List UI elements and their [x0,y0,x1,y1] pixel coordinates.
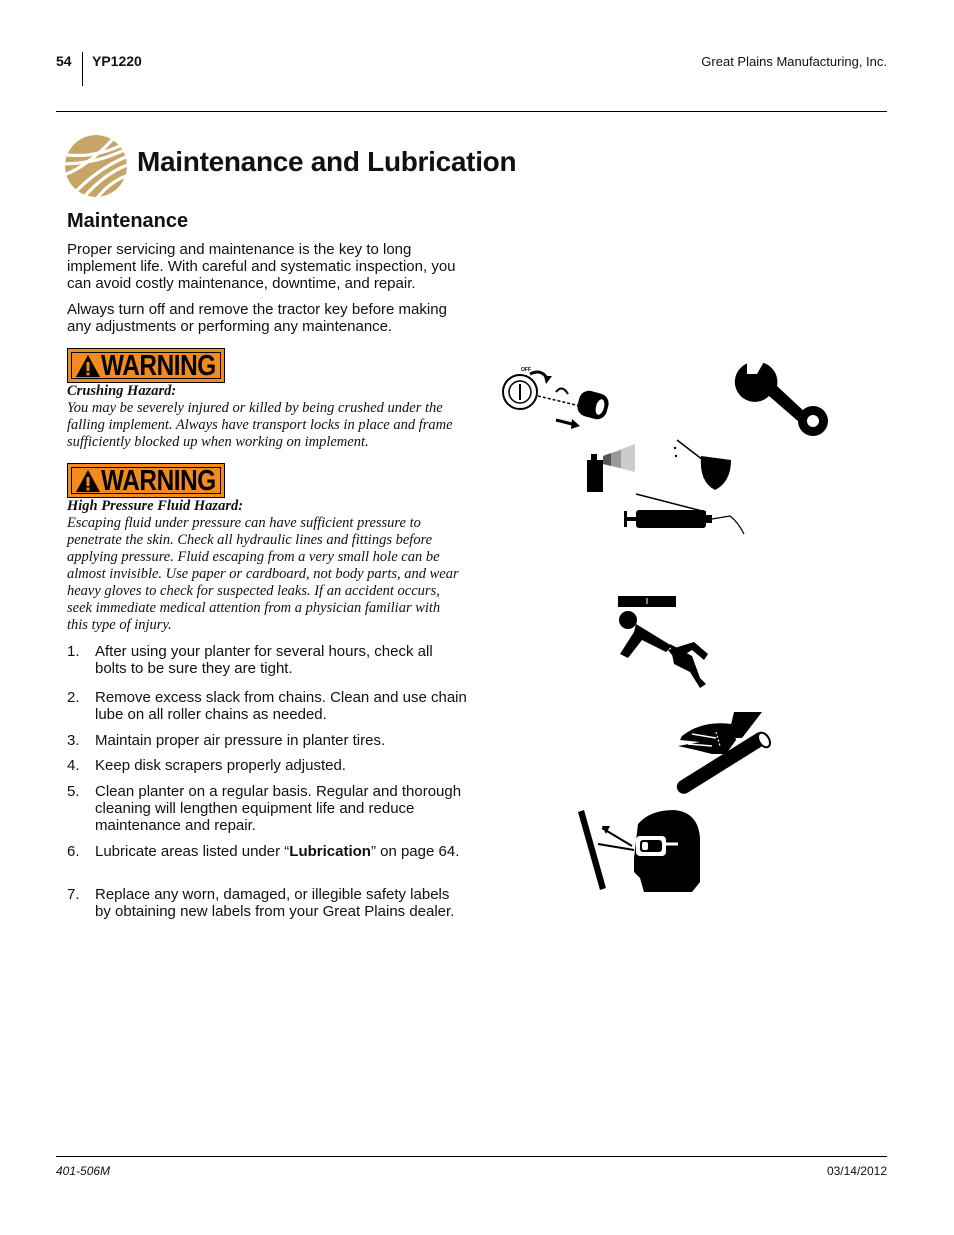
lubrication-link: Lubrication [289,843,371,860]
key-paragraph: Always turn off and remove the tractor key before making any adjustments or performing any maintenance. [67,301,447,335]
list-item: 5. Clean planter on a regular basis. Regular and thorough cleaning will lengthen equipment life and reduce maintenance and repair. [67,783,462,834]
grease-gun-icon [622,492,747,537]
page-title: Maintenance and Lubrication [137,146,517,177]
warning-text: WARNING [101,350,216,382]
warning-text: WARNING [101,465,216,497]
eye-protection-icon [578,808,704,892]
crushing-hazard-icon [614,594,714,688]
warning-label [67,348,225,383]
company-name: Great Plains Manufacturing, Inc. [701,54,887,69]
section-heading: Maintenance [67,210,189,232]
list-item: 2. Remove excess slack from chains. Clean and use chain lube on all roller chains as needed. [67,689,467,723]
page-number: 54 [56,53,72,69]
spray-can-oil-icon [585,438,735,493]
warning-body: Escaping fluid under pressure can have sufficient pressure to penetrate the skin. Check all hydraulic lines and fittings before applying pressure. Fluid escaping from a very small hole can be almost invisible. Use paper or cardboard, not body parts, and wear heavy gloves to check for suspected leaks. If an accident occurs, seek immediate medical attention from a physician familiar with this type of injury. [67,515,459,633]
list-item: 7. Replace any worn, damaged, or illegible safety labels by obtaining new labels from your Great Plains dealer. [67,886,455,920]
doc-number: 401-506M [56,1164,111,1178]
list-item: 6. Lubricate areas listed under “Lubrication” on page 64. [67,843,460,860]
footer-rule [56,1156,887,1157]
warning-heading: High Pressure Fluid Hazard: [67,498,244,514]
warning-triangle-icon [75,354,101,378]
list-item: 1. After using your planter for several hours, check all bolts to be sure they are tight. [67,643,433,677]
list-item: 3. Maintain proper air pressure in planter tires. [67,732,386,749]
doc-date: 03/14/2012 [826,1164,887,1178]
model-name: YP1220 [92,53,142,69]
warning-body: You may be severely injured or killed by being crushed under the falling implement. Always have transport locks in place and frame sufficiently blocked up when working on implement. [67,400,453,450]
intro-paragraph: Proper servicing and maintenance is the key to long implement life. With careful and systematic inspection, you can avoid costly maintenance, downtime, and repair. [67,241,456,292]
key-off-icon [500,362,615,434]
great-plains-logo-icon [64,134,128,198]
wrench-icon [735,358,830,438]
header-divider [82,52,83,86]
warning-heading: Crushing Hazard: [67,383,177,399]
list-item: 4. Keep disk scrapers properly adjusted. [67,757,346,774]
svg-text:OFF: OFF [521,367,531,373]
warning-triangle-icon [75,469,101,493]
high-pressure-fluid-icon [672,710,772,792]
warning-label [67,463,225,498]
header-rule [56,111,887,112]
